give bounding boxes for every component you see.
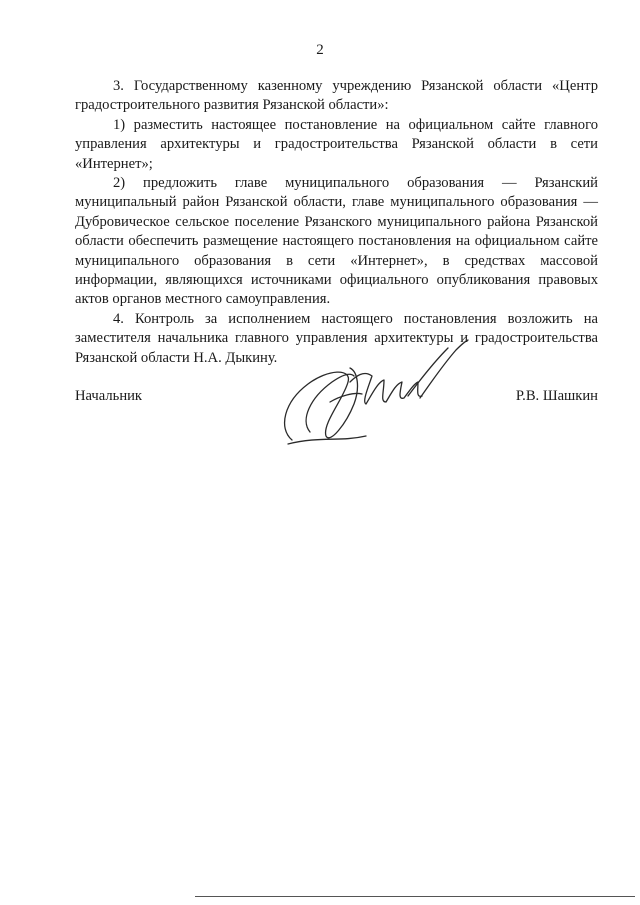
signer-title: Начальник [75,388,143,404]
paragraph-subitem-2: 2) предложить главе муниципального образования — Рязанский муниципальный район Рязанской области, главе муниципального образования — Дубровическое сельское поселение Рязанского муниципального района Рязанской области обеспечить размещение настоящего постановления на официальном сайте муниципального образования в сети «Интернет», в средствах массовой информации, являющихся источниками официального опубликования правовых актов органов местного самоуправления. [75,175,598,308]
paragraph-item-3: 3. Государственному казенному учреждению Рязанской области «Центр градостроительного развития Рязанской области»: [75,78,598,114]
paragraph-item-4: 4. Контроль за исполнением настоящего постановления возложить на заместителя начальника главного управления архитектуры и градостроительства Рязанской области Н.А. Дыкину. [75,310,598,366]
bottom-rule [195,896,635,897]
document-body [75,77,598,368]
handwritten-signature [270,332,480,452]
page-number: 2 [316,42,324,58]
signer-name: Р.В. Шашкин [515,388,598,404]
paragraph-subitem-1: 1) разместить настоящее постановление на официальном сайте главного управления архитектуры и градостроительства Рязанской области в сети «Интернет»; [75,116,598,172]
